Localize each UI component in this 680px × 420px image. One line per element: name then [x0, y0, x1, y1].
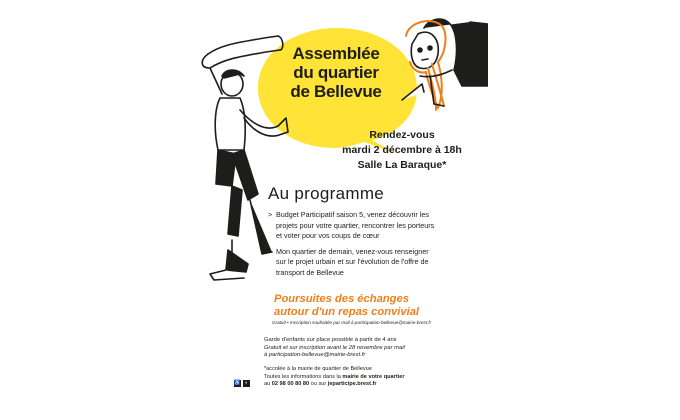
wheelchair-icon: ♿ [234, 380, 241, 386]
programme-item-line: transport de Bellevue [276, 267, 344, 277]
event-title-line: Assemblée [292, 44, 380, 63]
event-title [270, 44, 402, 101]
footer-info-prefix: Toutes les informations dans la [264, 373, 343, 380]
programme-item-line: et voter pour vos coups de cœur [276, 231, 380, 240]
bullet-arrow-icon: > [268, 246, 273, 256]
programme-item-line: sur le projet urbain et sur l'évolution de l'offre de [276, 257, 429, 266]
bullet-arrow-icon: > [268, 210, 273, 219]
event-title-line: du quartier [293, 63, 379, 82]
poster [192, 14, 488, 407]
footer-contact-middle: ou sur [309, 381, 328, 388]
website-link[interactable]: jeparticipe.brest.fr [327, 381, 377, 388]
rendezvous-block [312, 128, 488, 173]
footer-info-bold: mairie de votre quartier [342, 373, 405, 380]
footer-contact-line [264, 381, 405, 389]
programme-item [268, 247, 478, 279]
footer-note: *accolée à la mairie de quartier de Bellevue [264, 366, 372, 372]
repas-line: autour d'un repas convivial [274, 305, 420, 318]
accessibility-icons [234, 380, 250, 387]
programme-item [268, 210, 478, 242]
footer-info-line [264, 374, 405, 382]
garde-line: Garde d'enfants sur place possible à partir de 4 ans [264, 337, 397, 343]
rendezvous-line: Salle La Baraque* [357, 159, 447, 171]
repas-convivial-heading [274, 293, 484, 318]
programme-item-line: Budget Participatif saison 5, venez découvrir les [276, 210, 430, 219]
rendezvous-line: Rendez-vous [369, 129, 435, 141]
footer-contact-prefix: au [264, 381, 272, 388]
programme-list [268, 210, 478, 283]
footer-info [264, 366, 405, 389]
repas-line: Poursuites des échanges [274, 293, 409, 305]
garde-line: Gratuit et sur inscription avant le 28 novembre par mail [264, 344, 405, 351]
garde-line: à participation-bellevue@mairie-brest.fr [264, 352, 366, 359]
event-title-line: de Bellevue [290, 82, 382, 101]
hearing-icon: ◐ [244, 380, 249, 386]
programme-title: Au programme [268, 184, 385, 203]
phone-number: 02 98 00 80 80 [271, 381, 310, 388]
rendezvous-line: mardi 2 décembre à 18h [342, 144, 462, 156]
programme-item-line: Mon quartier de demain, venez-vous renseigner [276, 246, 429, 256]
garde-enfants-block [264, 337, 405, 360]
programme-item-line: projets pour votre quartier, rencontrer les porteurs [276, 220, 435, 230]
inscription-note: Gratuit • Inscription souhaitée par mail à participation-bellevue@mairie-brest.fr [272, 320, 432, 325]
